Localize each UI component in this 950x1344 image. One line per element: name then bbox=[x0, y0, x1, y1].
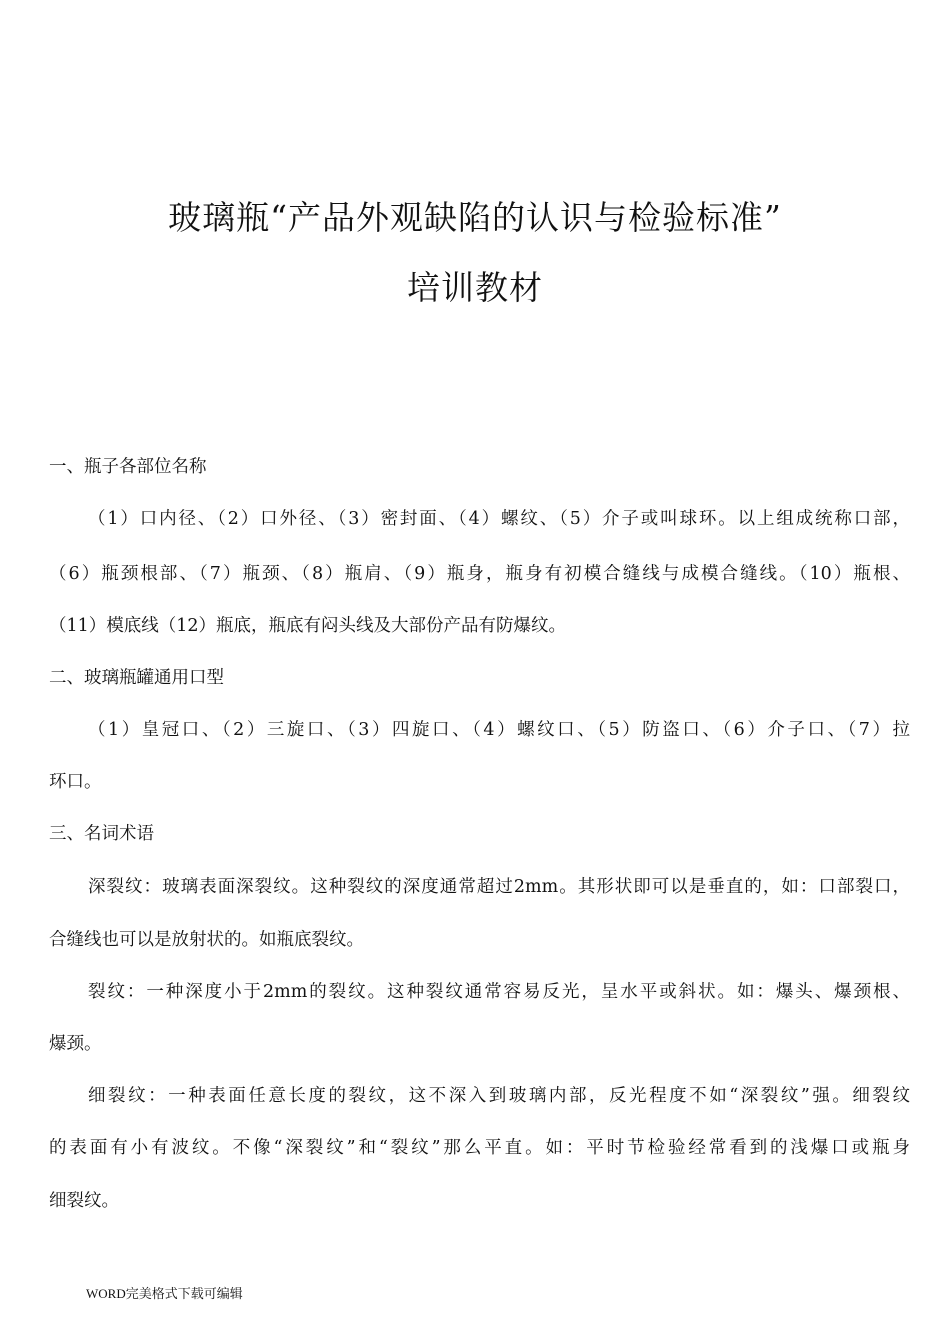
paragraph-line: 环口。 bbox=[49, 772, 102, 792]
paragraph-line: 细裂纹：一种表面任意长度的裂纹，这不深入到玻璃内部，反光程度不如“深裂纹”强。细裂纹 bbox=[88, 1086, 910, 1106]
paragraph-line: （1）皇冠口、（2）三旋口、（3）四旋口、（4）螺纹口、（5）防盗口、（6）介子口、（7）拉 bbox=[88, 720, 910, 740]
section-heading-terms: 三、名词术语 bbox=[49, 824, 154, 844]
paragraph-line: 合缝线也可以是放射状的。如瓶底裂纹。 bbox=[49, 930, 364, 950]
paragraph-line: 爆颈。 bbox=[49, 1034, 102, 1054]
section-heading-mouth-types: 二、玻璃瓶罐通用口型 bbox=[49, 668, 224, 688]
document-subtitle: 培训教材 bbox=[407, 268, 543, 307]
paragraph-line: 的表面有小有波纹。不像“深裂纹”和“裂纹”那么平直。如：平时节检验经常看到的浅爆口或瓶身 bbox=[49, 1138, 910, 1158]
paragraph-line: （11）模底线（12）瓶底，瓶底有闷头线及大部份产品有防爆纹。 bbox=[49, 616, 567, 636]
paragraph-line: 裂纹：一种深度小于2mm的裂纹。这种裂纹通常容易反光，呈水平或斜状。如：爆头、爆颈根、 bbox=[88, 982, 910, 1002]
section-heading-part-names: 一、瓶子各部位名称 bbox=[49, 457, 207, 477]
footer-note: WORD完美格式下载可编辑 bbox=[86, 1286, 243, 1301]
document-title: 玻璃瓶“产品外观缺陷的认识与检验标准” bbox=[168, 198, 782, 237]
paragraph-line: 深裂纹：玻璃表面深裂纹。这种裂纹的深度通常超过2mm。其形状即可以是垂直的，如：口部裂口， bbox=[88, 877, 910, 897]
paragraph-line: （1）口内径、（2）口外径、（3）密封面、（4）螺纹、（5）介子或叫球环。以上组成统称口部， bbox=[88, 509, 910, 529]
paragraph-line: 细裂纹。 bbox=[49, 1191, 119, 1211]
paragraph-line: （6）瓶颈根部、（7）瓶颈、（8）瓶肩、（9）瓶身，瓶身有初模合缝线与成模合缝线。（10）瓶根、 bbox=[49, 564, 910, 584]
